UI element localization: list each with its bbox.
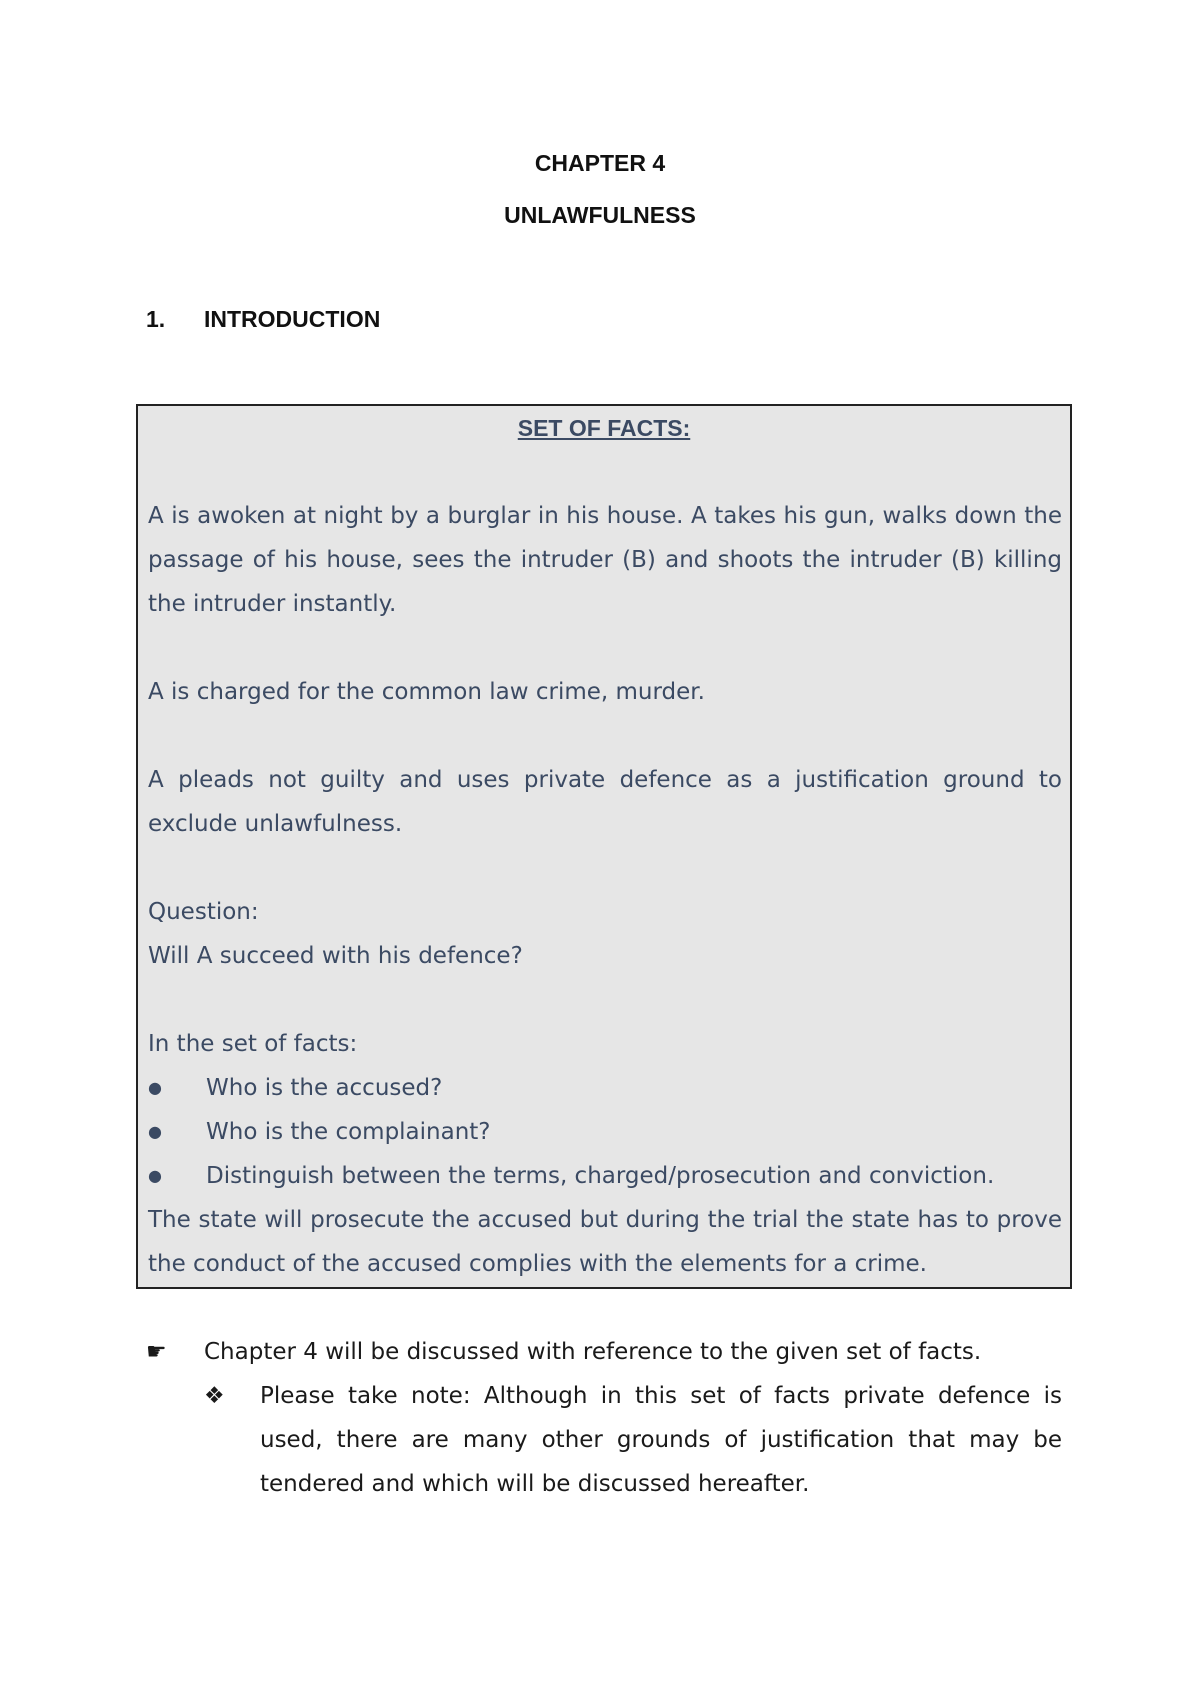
section-title: INTRODUCTION <box>204 306 381 332</box>
question-label: Question: <box>148 899 259 925</box>
list-item <box>148 1154 1062 1198</box>
list-item-text: Distinguish between the terms, charged/prosecution and conviction. <box>206 1163 995 1189</box>
note-text: Chapter 4 will be discussed with reference to the given set of facts. <box>204 1339 982 1365</box>
list-item-text: Who is the accused? <box>206 1075 443 1101</box>
facts-closing-paragraph: The state will prosecute the accused but during the trial the state has to prove the conduct of the accused complies with the elements for a crime. <box>148 1207 1062 1277</box>
list-item <box>148 1066 1062 1110</box>
list-intro: In the set of facts: <box>148 1031 358 1057</box>
sub-note-item <box>204 1374 1062 1506</box>
bullet-icon: ● <box>148 1078 162 1097</box>
diamond-bullet-icon: ❖ <box>204 1383 225 1409</box>
chapter-subtitle: UNLAWFULNESS <box>504 202 696 228</box>
facts-paragraph-3: A pleads not guilty and uses private defence as a justification ground to exclude unlawfulness. <box>148 767 1062 837</box>
bullet-icon: ● <box>148 1122 162 1141</box>
bullet-icon: ● <box>148 1166 162 1185</box>
facts-box-title: SET OF FACTS: <box>517 415 691 441</box>
pointing-hand-icon: ☛ <box>146 1339 167 1365</box>
chapter-title: CHAPTER 4 <box>534 150 666 176</box>
set-of-facts-box <box>136 404 1072 1289</box>
section-heading <box>146 306 380 333</box>
facts-paragraph-2: A is charged for the common law crime, murder. <box>148 679 705 705</box>
notes-list <box>146 1330 1062 1506</box>
question-text: Will A succeed with his defence? <box>148 943 523 969</box>
section-number: 1. <box>146 306 166 332</box>
note-item <box>146 1330 1062 1374</box>
list-item-text: Who is the complainant? <box>206 1119 491 1145</box>
list-item <box>148 1110 1062 1154</box>
sub-note-text: Please take note: Although in this set of facts private defence is used, there are many other grounds of justification that may be tendered and which will be discussed hereafter. <box>260 1383 1062 1497</box>
facts-paragraph-1: A is awoken at night by a burglar in his house. A takes his gun, walks down the passage of his house, sees the intruder (B) and shoots the intruder (B) killing the intruder instantly. <box>148 503 1062 617</box>
